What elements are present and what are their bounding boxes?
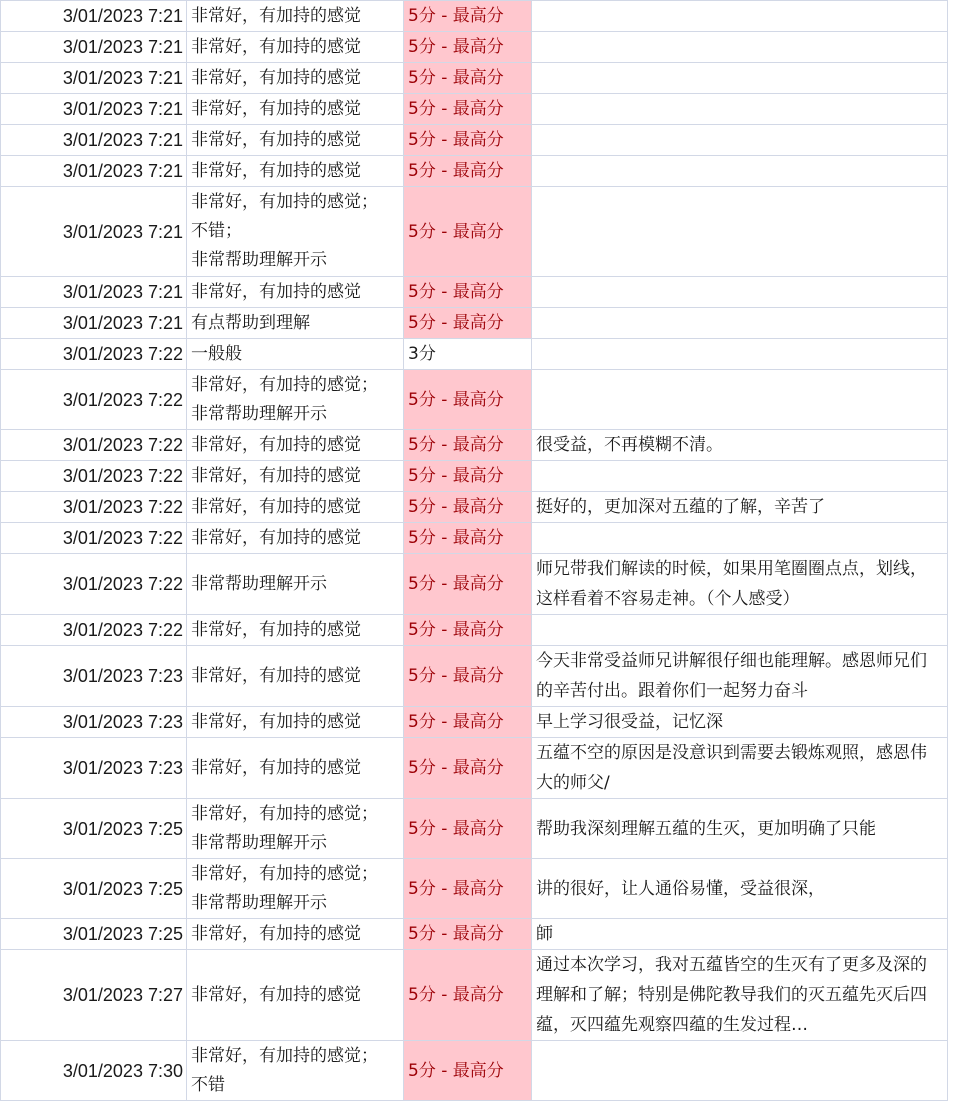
rating-cell[interactable]: 5分 - 最高分 <box>404 554 532 615</box>
rating-cell[interactable]: 5分 - 最高分 <box>404 430 532 461</box>
feedback-option-text: 非常好，有加持的感觉 <box>191 757 361 778</box>
feedback-option-text: 有点帮助到理解 <box>191 312 310 333</box>
feedback-option-text: 非常好，有加持的感觉； <box>191 192 378 212</box>
comment-cell[interactable] <box>532 799 948 859</box>
table-row <box>1 1041 948 1101</box>
feedback-option-cell[interactable] <box>187 308 404 339</box>
timestamp-cell[interactable]: 3/01/2023 7:21 <box>1 277 187 308</box>
feedback-option-cell[interactable] <box>187 554 404 615</box>
rating-cell[interactable]: 5分 - 最高分 <box>404 187 532 277</box>
timestamp-cell[interactable]: 3/01/2023 7:30 <box>1 1041 187 1101</box>
timestamp-cell[interactable]: 3/01/2023 7:27 <box>1 950 187 1041</box>
rating-cell[interactable]: 5分 - 最高分 <box>404 492 532 523</box>
feedback-option-cell[interactable] <box>187 738 404 799</box>
comment-text: 挺好的，更加深对五蕴的了解，辛苦了 <box>536 497 825 517</box>
timestamp-cell[interactable]: 3/01/2023 7:21 <box>1 125 187 156</box>
table-row <box>1 1 948 32</box>
rating-cell[interactable]: 5分 - 最高分 <box>404 461 532 492</box>
comment-cell[interactable] <box>532 370 948 430</box>
feedback-option-text: 一般般 <box>191 343 242 364</box>
feedback-option-cell[interactable] <box>187 492 404 523</box>
timestamp-cell[interactable]: 3/01/2023 7:22 <box>1 430 187 461</box>
table-row <box>1 738 948 799</box>
timestamp-cell[interactable]: 3/01/2023 7:21 <box>1 63 187 94</box>
comment-cell[interactable] <box>532 430 948 461</box>
comment-cell[interactable] <box>532 646 948 707</box>
rating-cell[interactable]: 5分 - 最高分 <box>404 950 532 1041</box>
feedback-option-cell[interactable] <box>187 646 404 707</box>
feedback-option-cell[interactable] <box>187 370 404 430</box>
comment-cell[interactable] <box>532 707 948 738</box>
rating-cell[interactable]: 5分 - 最高分 <box>404 125 532 156</box>
comment-cell[interactable] <box>532 277 948 308</box>
rating-cell[interactable]: 5分 - 最高分 <box>404 615 532 646</box>
table-row <box>1 646 948 707</box>
table-row <box>1 339 948 370</box>
feedback-option-cell[interactable] <box>187 1 404 32</box>
comment-cell[interactable] <box>532 125 948 156</box>
rating-cell[interactable]: 5分 - 最高分 <box>404 523 532 554</box>
timestamp-cell[interactable]: 3/01/2023 7:21 <box>1 308 187 339</box>
rating-cell[interactable]: 5分 - 最高分 <box>404 94 532 125</box>
feedback-option-cell[interactable] <box>187 523 404 554</box>
feedback-option-cell[interactable] <box>187 615 404 646</box>
comment-cell[interactable] <box>532 919 948 950</box>
feedback-option-text: 非常帮助理解开示 <box>191 250 327 270</box>
timestamp-cell[interactable]: 3/01/2023 7:22 <box>1 523 187 554</box>
comment-cell[interactable] <box>532 339 948 370</box>
comment-text: 讲的很好，让人通俗易懂，受益很深， <box>536 878 825 899</box>
feedback-option-text: 不错 <box>191 1074 225 1095</box>
feedback-option-text: 非常好，有加持的感觉 <box>191 67 361 88</box>
comment-text: 五蕴不空的原因是没意识到需要去锻炼观照，感恩伟大的师父/ <box>536 743 927 793</box>
responses-table-body <box>1 1 948 1101</box>
timestamp-cell[interactable]: 3/01/2023 7:22 <box>1 554 187 615</box>
rating-cell[interactable]: 5分 - 最高分 <box>404 63 532 94</box>
timestamp-cell[interactable]: 3/01/2023 7:21 <box>1 1 187 32</box>
rating-cell[interactable]: 5分 - 最高分 <box>404 799 532 859</box>
comment-cell[interactable] <box>532 187 948 277</box>
feedback-option-text: 非常帮助理解开示 <box>191 892 327 913</box>
timestamp-cell[interactable]: 3/01/2023 7:22 <box>1 370 187 430</box>
table-row <box>1 187 948 277</box>
feedback-option-cell[interactable] <box>187 277 404 308</box>
comment-cell[interactable] <box>532 615 948 646</box>
rating-cell[interactable]: 5分 - 最高分 <box>404 370 532 430</box>
comment-cell[interactable] <box>532 859 948 919</box>
table-row <box>1 308 948 339</box>
timestamp-cell[interactable]: 3/01/2023 7:23 <box>1 738 187 799</box>
comment-cell[interactable] <box>532 554 948 615</box>
rating-cell[interactable]: 5分 - 最高分 <box>404 1041 532 1101</box>
feedback-option-text: 非常帮助理解开示 <box>191 832 327 853</box>
comment-cell[interactable] <box>532 1041 948 1101</box>
timestamp-cell[interactable]: 3/01/2023 7:23 <box>1 707 187 738</box>
comment-text: 今天非常受益师兄讲解很仔细也能理解。感恩师兄们的辛苦付出。跟着你们一起努力奋斗 <box>536 651 927 701</box>
comment-cell[interactable] <box>532 461 948 492</box>
rating-cell[interactable]: 5分 - 最高分 <box>404 308 532 339</box>
feedback-option-cell[interactable] <box>187 339 404 370</box>
rating-cell[interactable]: 5分 - 最高分 <box>404 32 532 63</box>
feedback-option-text: 非常好，有加持的感觉 <box>191 434 361 455</box>
rating-cell[interactable]: 5分 - 最高分 <box>404 156 532 187</box>
comment-text: 帮助我深刻理解五蕴的生灭，更加明确了只能 <box>536 818 876 839</box>
timestamp-cell[interactable]: 3/01/2023 7:22 <box>1 461 187 492</box>
comment-text: 早上学习很受益，记忆深 <box>536 712 723 732</box>
feedback-option-cell[interactable] <box>187 187 404 277</box>
timestamp-cell[interactable]: 3/01/2023 7:21 <box>1 32 187 63</box>
comment-cell[interactable] <box>532 950 948 1041</box>
feedback-option-cell[interactable] <box>187 1041 404 1101</box>
comment-text: 很受益，不再模糊不清。 <box>536 435 723 455</box>
table-row <box>1 32 948 63</box>
comment-cell[interactable] <box>532 523 948 554</box>
rating-cell[interactable]: 5分 - 最高分 <box>404 859 532 919</box>
comment-cell[interactable] <box>532 63 948 94</box>
table-row <box>1 615 948 646</box>
feedback-option-cell[interactable] <box>187 94 404 125</box>
feedback-option-cell[interactable] <box>187 32 404 63</box>
table-row <box>1 919 948 950</box>
feedback-option-cell[interactable] <box>187 461 404 492</box>
comment-text: 師 <box>536 924 553 944</box>
comment-text: 通过本次学习，我对五蕴皆空的生灭有了更多及深的理解和了解；特别是佛陀教导我们的灭五蕴先灭后四蕴，灭四蕴先观察四蕴的生发过程… <box>536 955 927 1035</box>
feedback-option-cell[interactable] <box>187 125 404 156</box>
feedback-option-cell[interactable] <box>187 63 404 94</box>
table-row <box>1 63 948 94</box>
table-row <box>1 430 948 461</box>
table-row <box>1 370 948 430</box>
feedback-option-cell[interactable] <box>187 919 404 950</box>
feedback-option-text: 非常好，有加持的感觉 <box>191 527 361 548</box>
feedback-option-text: 非常帮助理解开示 <box>191 403 327 424</box>
feedback-option-text: 非常好，有加持的感觉 <box>191 36 361 57</box>
rating-cell[interactable]: 5分 - 最高分 <box>404 919 532 950</box>
feedback-option-text: 非常好，有加持的感觉 <box>191 281 361 302</box>
table-row <box>1 125 948 156</box>
feedback-option-text: 非常好，有加持的感觉 <box>191 665 361 686</box>
comment-cell[interactable] <box>532 738 948 799</box>
table-row <box>1 523 948 554</box>
rating-cell[interactable]: 5分 - 最高分 <box>404 707 532 738</box>
timestamp-cell[interactable]: 3/01/2023 7:22 <box>1 615 187 646</box>
feedback-option-cell[interactable] <box>187 950 404 1041</box>
feedback-option-text: 非常好，有加持的感觉 <box>191 984 361 1005</box>
feedback-option-text: 非常好，有加持的感觉 <box>191 129 361 150</box>
table-row <box>1 277 948 308</box>
table-row <box>1 461 948 492</box>
rating-cell[interactable]: 5分 - 最高分 <box>404 277 532 308</box>
feedback-option-text: 非常好，有加持的感觉； <box>191 1045 378 1066</box>
comment-cell[interactable] <box>532 1 948 32</box>
table-row <box>1 799 948 859</box>
rating-cell[interactable]: 5分 - 最高分 <box>404 1 532 32</box>
rating-cell[interactable]: 5分 - 最高分 <box>404 646 532 707</box>
timestamp-cell[interactable]: 3/01/2023 7:25 <box>1 859 187 919</box>
table-row <box>1 859 948 919</box>
timestamp-cell[interactable]: 3/01/2023 7:21 <box>1 187 187 277</box>
rating-cell[interactable]: 3分 <box>404 339 532 370</box>
comment-cell[interactable] <box>532 492 948 523</box>
feedback-option-text: 非常帮助理解开示 <box>191 573 327 594</box>
feedback-option-text: 不错； <box>191 221 242 241</box>
table-row <box>1 156 948 187</box>
comment-cell[interactable] <box>532 32 948 63</box>
timestamp-cell[interactable]: 3/01/2023 7:25 <box>1 799 187 859</box>
timestamp-cell[interactable]: 3/01/2023 7:21 <box>1 156 187 187</box>
feedback-option-text: 非常好，有加持的感觉； <box>191 803 378 824</box>
timestamp-cell[interactable]: 3/01/2023 7:21 <box>1 94 187 125</box>
feedback-option-text: 非常好，有加持的感觉； <box>191 374 378 395</box>
feedback-option-text: 非常好，有加持的感觉 <box>191 160 361 181</box>
feedback-option-text: 非常好，有加持的感觉 <box>191 923 361 944</box>
comment-cell[interactable] <box>532 94 948 125</box>
comment-cell[interactable] <box>532 156 948 187</box>
rating-cell[interactable]: 5分 - 最高分 <box>404 738 532 799</box>
comment-cell[interactable] <box>532 308 948 339</box>
feedback-option-cell[interactable] <box>187 859 404 919</box>
comment-text: 师兄带我们解读的时候，如果用笔圈圈点点，划线，这样看着不容易走神。（个人感受） <box>536 559 927 609</box>
feedback-option-text: 非常好，有加持的感觉 <box>191 5 361 26</box>
table-row <box>1 950 948 1041</box>
feedback-option-text: 非常好，有加持的感觉 <box>191 711 361 732</box>
feedback-option-text: 非常好，有加持的感觉 <box>191 98 361 119</box>
table-row <box>1 492 948 523</box>
table-row <box>1 94 948 125</box>
feedback-option-cell[interactable] <box>187 156 404 187</box>
feedback-option-cell[interactable] <box>187 707 404 738</box>
timestamp-cell[interactable]: 3/01/2023 7:25 <box>1 919 187 950</box>
feedback-option-text: 非常好，有加持的感觉； <box>191 863 378 884</box>
feedback-option-cell[interactable] <box>187 430 404 461</box>
timestamp-cell[interactable]: 3/01/2023 7:22 <box>1 339 187 370</box>
table-row <box>1 554 948 615</box>
feedback-option-text: 非常好，有加持的感觉 <box>191 619 361 640</box>
feedback-option-text: 非常好，有加持的感觉 <box>191 496 361 517</box>
table-row <box>1 707 948 738</box>
feedback-option-cell[interactable] <box>187 799 404 859</box>
timestamp-cell[interactable]: 3/01/2023 7:22 <box>1 492 187 523</box>
timestamp-cell[interactable]: 3/01/2023 7:23 <box>1 646 187 707</box>
feedback-option-text: 非常好，有加持的感觉 <box>191 465 361 486</box>
